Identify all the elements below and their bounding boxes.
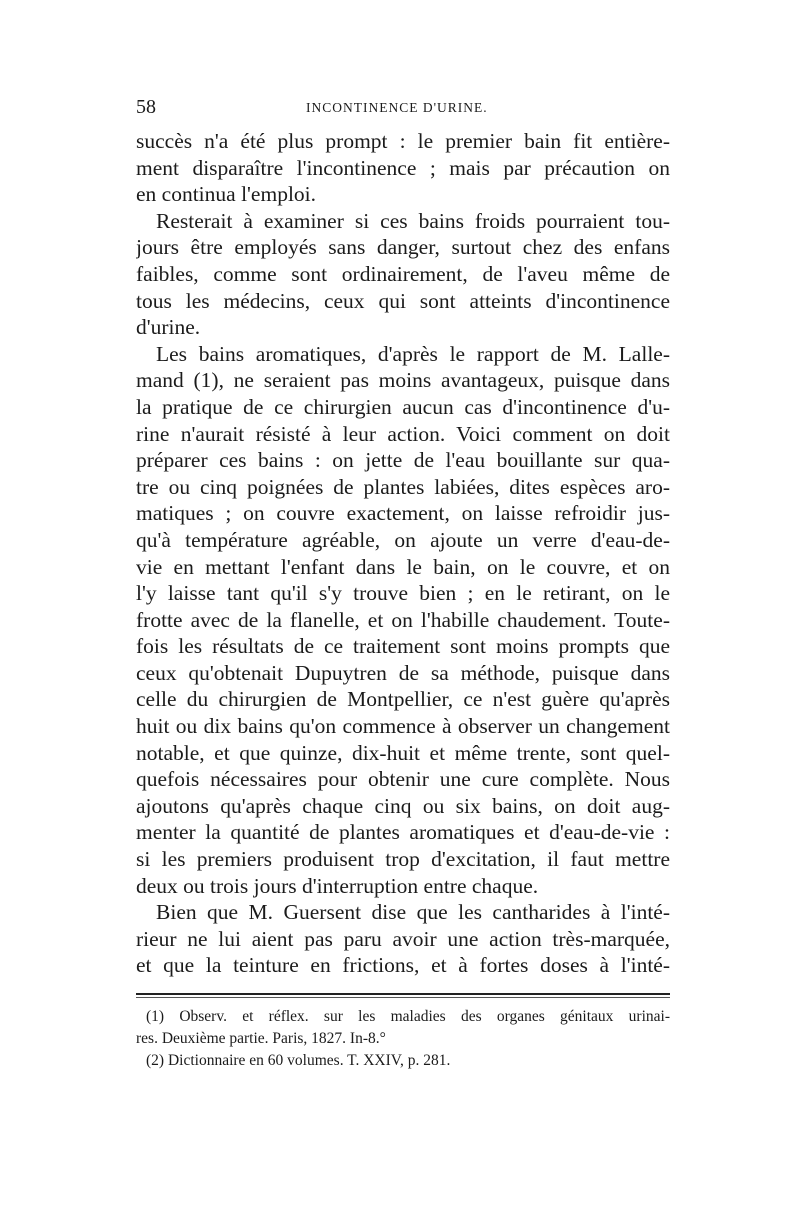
footnote-line: (2) Dictionnaire en 60 volumes. T. XXIV, p. 281.	[146, 1052, 451, 1069]
text-line: Resterait à examiner si ces bains froids pourraient tou-	[156, 208, 670, 233]
text-line: tre ou cinq poignées de plantes labiées, dites espèces aro-	[136, 474, 670, 499]
footnote-divider-thin	[136, 997, 670, 998]
footnote-line: res. Deuxième partie. Paris, 1827. In-8.°	[136, 1030, 386, 1047]
text-line: rieur ne lui aient pas paru avoir une action très-marquée,	[136, 926, 670, 951]
text-line: ajoutons qu'après chaque cinq ou six bains, on doit aug-	[136, 793, 670, 818]
footnote-line: (1) Observ. et réflex. sur les maladies des organes génitaux urinai-	[146, 1008, 670, 1025]
text-line: matiques ; on couvre exactement, on laisse refroidir jus-	[136, 501, 670, 526]
text-line: tous les médecins, ceux qui sont atteints d'incontinence	[136, 288, 670, 313]
footnotes	[136, 1006, 670, 1072]
text-line: qu'à température agréable, on ajoute un verre d'eau-de-	[136, 527, 670, 552]
footnote-divider	[136, 993, 670, 995]
text-line: en continua l'emploi.	[136, 182, 317, 207]
text-line: faibles, comme sont ordinairement, de l'aveu même de	[136, 261, 670, 286]
text-line: fois les résultats de ce traitement sont moins prompts que	[136, 634, 670, 659]
text-line: Les bains aromatiques, d'après le rapport de M. Lalle-	[156, 341, 670, 366]
text-line: huit ou dix bains qu'on commence à observer un changement	[136, 714, 670, 739]
text-line: si les premiers produisent trop d'excitation, il faut mettre	[136, 847, 670, 872]
text-line: notable, et que quinze, dix-huit et même trente, sont quel-	[136, 740, 670, 765]
text-line: d'urine.	[136, 315, 201, 340]
text-line: et que la teinture en frictions, et à fortes doses à l'inté-	[136, 953, 670, 978]
text-line: jours être employés sans danger, surtout chez des enfans	[136, 235, 670, 260]
text-line: menter la quantité de plantes aromatiques et d'eau-de-vie :	[136, 820, 670, 845]
text-line: celle du chirurgien de Montpellier, ce n'est guère qu'après	[136, 687, 670, 712]
text-line: l'y laisse tant qu'il s'y trouve bien ; en le retirant, on le	[136, 581, 670, 606]
text-line: Bien que M. Guersent dise que les cantharides à l'inté-	[156, 900, 670, 925]
text-line: frotte avec de la flanelle, et on l'habille chaudement. Toute-	[136, 607, 670, 632]
page-number: 58	[136, 96, 156, 118]
text-line: mand (1), ne seraient pas moins avantageux, puisque dans	[136, 368, 670, 393]
text-line: ceux qu'obtenait Dupuytren de sa méthode, puisque dans	[136, 660, 670, 685]
body-text	[136, 128, 670, 979]
running-title: INCONTINENCE D'URINE.	[306, 100, 488, 115]
text-line: ment disparaître l'incontinence ; mais par précaution on	[136, 155, 670, 180]
text-line: rine n'aurait résisté à leur action. Voici comment on doit	[136, 421, 670, 446]
text-line: succès n'a été plus prompt : le premier bain fit entière-	[136, 129, 670, 153]
text-line: vie en mettant l'enfant dans le bain, on le couvre, et on	[136, 554, 670, 579]
text-line: quefois nécessaires pour obtenir une cure complète. Nous	[136, 767, 670, 792]
text-line: deux ou trois jours d'interruption entre chaque.	[136, 873, 539, 898]
text-line: la pratique de ce chirurgien aucun cas d'incontinence d'u-	[136, 394, 670, 419]
text-line: préparer ces bains : on jette de l'eau bouillante sur qua-	[136, 448, 670, 473]
running-header	[136, 96, 670, 126]
